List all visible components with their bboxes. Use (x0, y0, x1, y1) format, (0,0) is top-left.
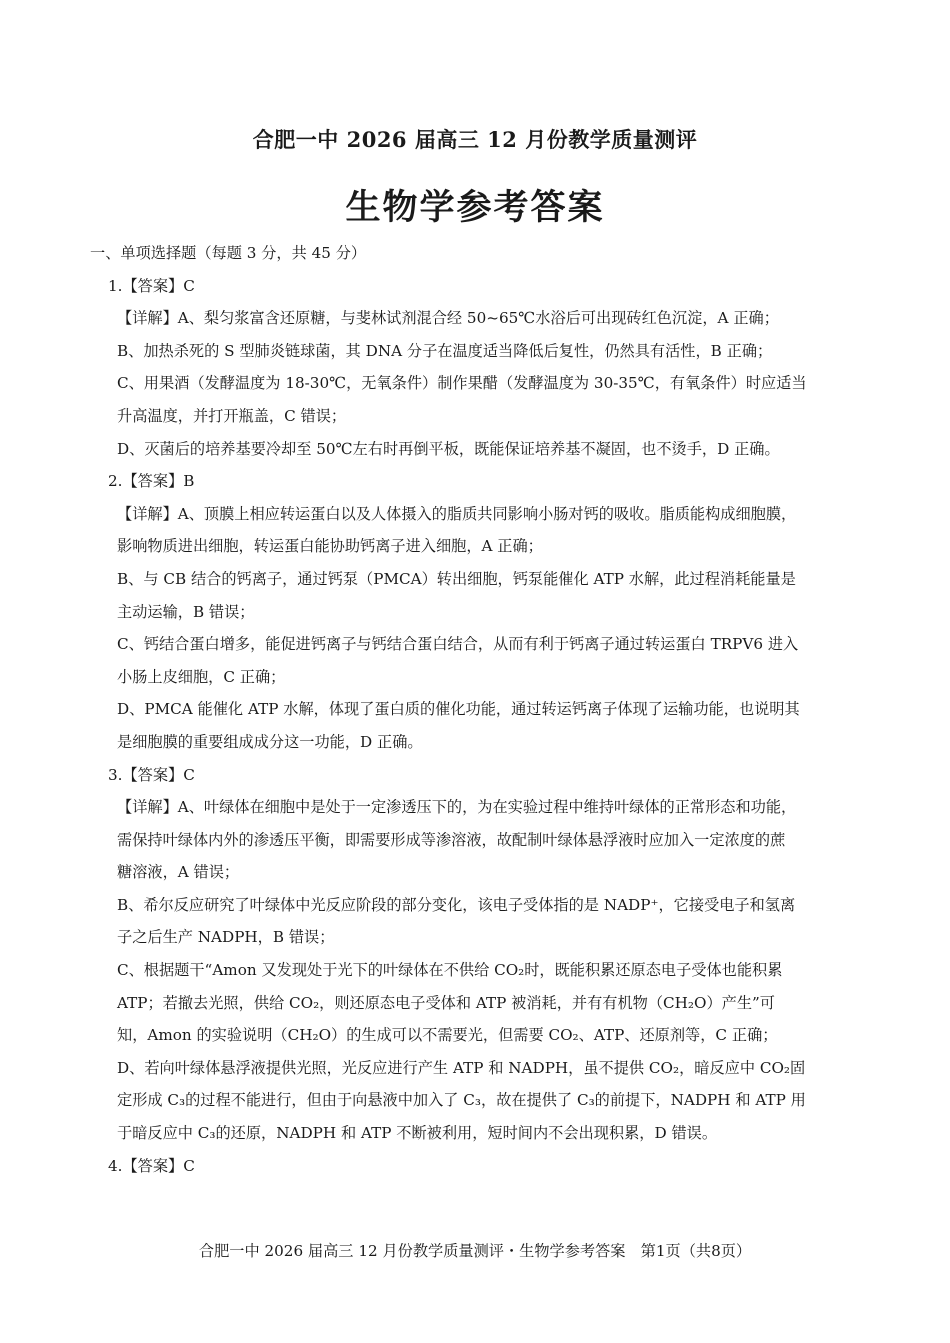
q3-explanation-line: 需保持叶绿体内外的渗透压平衡，即需要形成等渗溶液，故配制叶绿体悬浮液时应加入一定浓度的蔗 (117, 830, 786, 849)
q1-answer: 1.【答案】C (108, 276, 195, 295)
q1-explanation-line: 升高温度，并打开瓶盖，C 错误； (117, 406, 347, 425)
q3-explanation-line: C、根据题干“Amon 又发现处于光下的叶绿体在不供给 CO₂时，既能积累还原态电子受体也能积累 (117, 961, 783, 980)
q2-answer: 2.【答案】B (108, 472, 195, 491)
q2-explanation-line: 主动运输，B 错误； (117, 602, 255, 621)
q1-explanation-line: D、灭菌后的培养基要冷却至 50℃左右时再倒平板，既能保证培养基不凝固，也不烫手，D 正确。 (117, 439, 780, 458)
q3-explanation-line: 【详解】A、叶绿体在细胞中是处于一定渗透压下的，为在实验过程中维持叶绿体的正常形态和功能， (117, 798, 797, 817)
answer-body (90, 237, 868, 1182)
q1-explanation-line: 【详解】A、梨匀浆富含还原糖，与斐林试剂混合经 50~65℃水浴后可出现砖红色沉淀，A 正确； (117, 309, 779, 328)
exam-title: 合肥一中 2026 届高三 12 月份教学质量测评 (252, 127, 698, 152)
q3-explanation-line: B、希尔反应研究了叶绿体中光反应阶段的部分变化，该电子受体指的是 NADP⁺，它接受电子和氢离 (117, 895, 796, 914)
q3-answer: 3.【答案】C (108, 765, 195, 784)
q3-explanation-line: 子之后生产 NADPH，B 错误； (117, 928, 335, 947)
q3-explanation-line: 定形成 C₃的过程不能进行，但由于向悬液中加入了 C₃，故在提供了 C₃的前提下，NADPH 和 ATP 用 (117, 1091, 806, 1110)
q2-explanation-line: C、钙结合蛋白增多，能促进钙离子与钙结合蛋白结合，从而有利于钙离子通过转运蛋白 TRPV6 进入 (117, 635, 799, 654)
q4-answer: 4.【答案】C (108, 1156, 195, 1175)
q2-explanation-line: 小肠上皮细胞，C 正确； (117, 667, 286, 686)
q2-explanation-line: 【详解】A、顶膜上相应转运蛋白以及人体摄入的脂质共同影响小肠对钙的吸收。脂质能构成细胞膜， (117, 504, 797, 523)
q2-explanation-line: B、与 CB 结合的钙离子，通过钙泵（PMCA）转出细胞，钙泵能催化 ATP 水解，此过程消耗能量是 (117, 569, 796, 588)
q3-explanation-line: 糖溶液，A 错误； (117, 863, 240, 882)
document-title: 生物学参考答案 (345, 187, 605, 228)
q2-explanation-line: D、PMCA 能催化 ATP 水解，体现了蛋白质的催化功能，通过转运钙离子体现了运输功能，也说明其 (117, 700, 800, 719)
q3-explanation-line: ATP；若撤去光照，供给 CO₂，则还原态电子受体和 ATP 被消耗，并有有机物（CH₂O）产生”可 (117, 993, 775, 1012)
section-heading: 一、单项选择题（每题 3 分，共 45 分） (90, 244, 367, 262)
q2-explanation-line: 影响物质进出细胞，转运蛋白能协助钙离子进入细胞，A 正确； (117, 537, 543, 556)
q3-explanation-line: 知，Amon 的实验说明（CH₂O）的生成可以不需要光，但需要 CO₂、ATP、还原剂等，C 正确； (117, 1026, 778, 1045)
q3-explanation-line: D、若向叶绿体悬浮液提供光照，光反应进行产生 ATP 和 NADPH，虽不提供 CO₂，暗反应中 CO₂固 (117, 1058, 806, 1077)
q1-explanation-line: B、加热杀死的 S 型肺炎链球菌，其 DNA 分子在温度适当降低后复性，仍然具有活性，B 正确； (117, 341, 773, 360)
page-footer: 合肥一中 2026 届高三 12 月份教学质量测评・生物学参考答案 第1页（共8页） (198, 1242, 752, 1260)
q1-explanation-line: C、用果酒（发酵温度为 18-30℃，无氧条件）制作果醋（发酵温度为 30-35℃，有氧条件）时应适当 (117, 374, 807, 393)
q3-explanation-line: 于暗反应中 C₃的还原，NADPH 和 ATP 不断被利用，短时间内不会出现积累，D 错误。 (117, 1124, 718, 1143)
q2-explanation-line: 是细胞膜的重要组成成分这一功能，D 正确。 (117, 732, 423, 751)
